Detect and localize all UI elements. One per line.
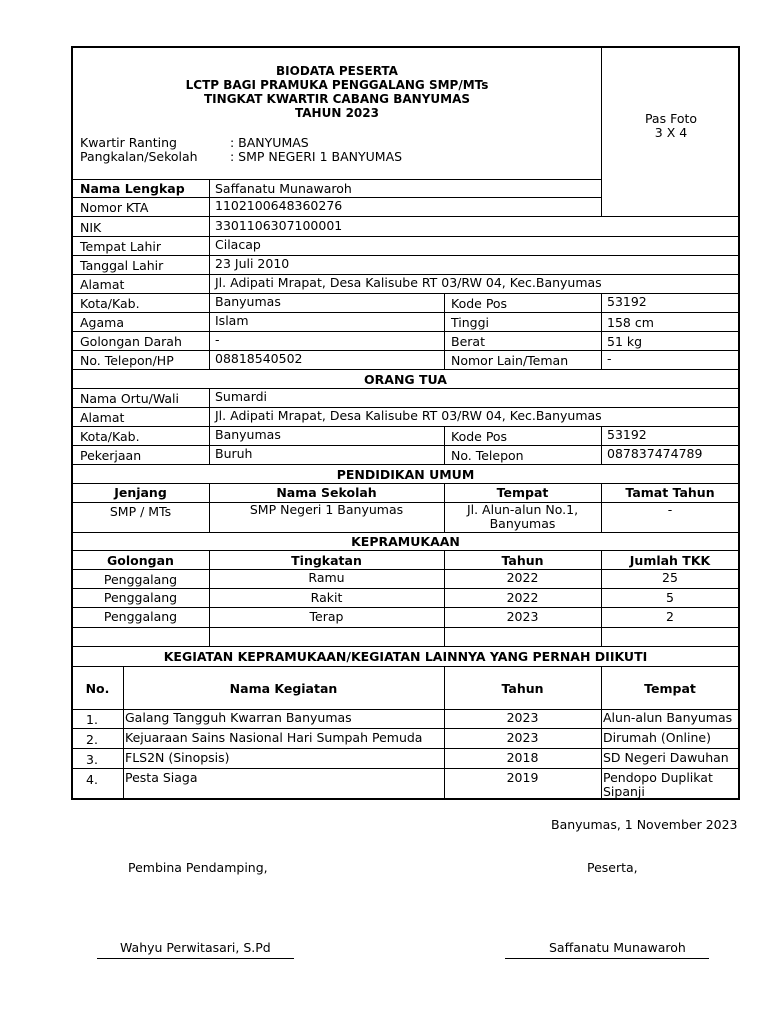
- scout-header-tkk: Jumlah TKK: [629, 553, 711, 568]
- act-header-tempat: Tempat: [644, 681, 696, 696]
- edu-jenjang: SMP / MTs: [109, 504, 172, 519]
- label-nama-lengkap: Nama Lengkap: [80, 181, 185, 196]
- act-header-nama: Nama Kegiatan: [229, 681, 338, 696]
- signature-left-line: [97, 958, 294, 959]
- photo-placeholder-line2: 3 X 4: [654, 125, 688, 140]
- scout-row-golongan: Penggalang: [103, 609, 178, 624]
- value-kode-pos-ortu: 53192: [607, 427, 647, 442]
- label-nomor-lain: Nomor Lain/Teman: [451, 353, 569, 368]
- value-agama: Islam: [215, 313, 249, 328]
- label-agama: Agama: [80, 315, 124, 330]
- scout-header-tingkatan: Tingkatan: [291, 553, 362, 568]
- act-header-tahun: Tahun: [501, 681, 544, 696]
- label-kota: Kota/Kab.: [80, 296, 140, 311]
- label-berat: Berat: [451, 334, 485, 349]
- scout-header-tahun: Tahun: [501, 553, 544, 568]
- section-pendidikan: PENDIDIKAN UMUM: [336, 467, 475, 482]
- section-kepramukaan: KEPRAMUKAAN: [351, 534, 460, 549]
- photo-placeholder-line1: Pas Foto: [644, 111, 698, 126]
- value-telepon: 08818540502: [215, 351, 303, 366]
- value-kota-ortu: Banyumas: [215, 427, 281, 442]
- section-kegiatan: KEGIATAN KEPRAMUKAAN/KEGIATAN LAINNYA YANG PERNAH DIIKUTI: [163, 649, 648, 664]
- photo-box-border: [601, 47, 602, 216]
- act-row-no: 2.: [86, 732, 98, 747]
- scout-row-tahun: 2022: [506, 590, 539, 605]
- doc-title-1: BIODATA PESERTA: [276, 64, 398, 78]
- scout-header-golongan: Golongan: [107, 553, 174, 568]
- scout-row-tahun: 2023: [506, 609, 539, 624]
- doc-title-4: TAHUN 2023: [295, 106, 379, 120]
- act-row-no: 4.: [86, 772, 98, 787]
- scout-row-tkk: 5: [666, 590, 674, 605]
- pangkalan-label: Pangkalan/Sekolah: [80, 149, 198, 164]
- value-nama-lengkap: Saffanatu Munawaroh: [215, 181, 352, 196]
- pangkalan-value: : SMP NEGERI 1 BANYUMAS: [230, 149, 403, 164]
- act-row-tempat: Alun-alun Banyumas: [603, 710, 733, 725]
- act-row-tahun: 2023: [506, 710, 539, 725]
- signature-left-name: Wahyu Perwitasari, S.Pd: [120, 940, 271, 955]
- signature-left-role: Pembina Pendamping,: [128, 860, 268, 875]
- value-kota: Banyumas: [215, 294, 281, 309]
- value-kode-pos: 53192: [607, 294, 647, 309]
- label-kota-ortu: Kota/Kab.: [80, 429, 140, 444]
- edu-header-jenjang: Jenjang: [114, 485, 167, 500]
- value-nik: 3301106307100001: [215, 218, 343, 233]
- scout-row-tingkatan: Rakit: [310, 590, 343, 605]
- act-row-nama: Kejuaraan Sains Nasional Hari Sumpah Pemuda: [125, 730, 423, 745]
- label-nomor-kta: Nomor KTA: [80, 200, 149, 215]
- scout-row-tkk: 2: [666, 609, 674, 624]
- value-nama-ortu: Sumardi: [215, 389, 268, 404]
- value-nomor-lain: -: [607, 351, 612, 366]
- signature-right-line: [505, 958, 709, 959]
- label-nama-ortu: Nama Ortu/Wali: [80, 391, 179, 406]
- signature-right-name: Saffanatu Munawaroh: [549, 940, 686, 955]
- edu-sekolah: SMP Negeri 1 Banyumas: [249, 502, 404, 517]
- act-row-tempat: Pendopo Duplikat: [603, 770, 713, 785]
- value-telepon-ortu: 087837474789: [607, 446, 703, 461]
- value-golongan-darah: -: [215, 332, 220, 347]
- edu-header-tamat: Tamat Tahun: [625, 485, 715, 500]
- section-orang-tua: ORANG TUA: [364, 372, 447, 387]
- doc-title-2: LCTP BAGI PRAMUKA PENGGALANG SMP/MTs: [185, 78, 489, 92]
- scout-row-tkk: 25: [662, 570, 678, 585]
- scout-row-golongan: Penggalang: [103, 590, 178, 605]
- label-pekerjaan: Pekerjaan: [80, 448, 142, 463]
- label-tinggi: Tinggi: [451, 315, 489, 330]
- label-telepon-ortu: No. Telepon: [451, 448, 524, 463]
- label-nik: NIK: [80, 220, 102, 235]
- value-nomor-kta: 1102100648360276: [215, 198, 343, 213]
- act-row-tahun: 2019: [506, 770, 539, 785]
- edu-tempat-line1: Jl. Alun-alun No.1,: [466, 502, 579, 517]
- label-golongan-darah: Golongan Darah: [80, 334, 182, 349]
- scout-row-tingkatan: Terap: [309, 609, 344, 624]
- act-row-tahun: 2023: [506, 730, 539, 745]
- value-alamat-ortu: Jl. Adipati Mrapat, Desa Kalisube RT 03/RW 04, Kec.Banyumas: [215, 408, 602, 423]
- value-tanggal-lahir: 23 Juli 2010: [215, 256, 290, 271]
- kwartir-label: Kwartir Ranting: [80, 135, 177, 150]
- label-tanggal-lahir: Tanggal Lahir: [80, 258, 164, 273]
- edu-header-tempat: Tempat: [496, 485, 549, 500]
- act-row-nama: FLS2N (Sinopsis): [125, 750, 230, 765]
- label-alamat-ortu: Alamat: [80, 410, 125, 425]
- value-berat: 51 kg: [607, 334, 643, 349]
- label-telepon: No. Telepon/HP: [80, 353, 174, 368]
- value-tinggi: 158 cm: [607, 315, 654, 330]
- scout-row-golongan: Penggalang: [103, 572, 178, 587]
- act-row-nama: Galang Tangguh Kwarran Banyumas: [125, 710, 352, 725]
- scout-row-tingkatan: Ramu: [308, 570, 345, 585]
- value-pekerjaan: Buruh: [215, 446, 253, 461]
- act-row-tempat: Dirumah (Online): [603, 730, 711, 745]
- kwartir-value: : BANYUMAS: [230, 135, 309, 150]
- edu-tempat-line2: Banyumas: [489, 516, 556, 531]
- value-alamat: Jl. Adipati Mrapat, Desa Kalisube RT 03/RW 04, Kec.Banyumas: [215, 275, 602, 290]
- scout-row-tahun: 2022: [506, 570, 539, 585]
- act-row-no: 3.: [86, 752, 98, 767]
- act-row-tempat: SD Negeri Dawuhan: [603, 750, 729, 765]
- signature-date: Banyumas, 1 November 2023: [551, 817, 738, 832]
- act-header-no: No.: [85, 681, 110, 696]
- act-row-tempat-line2: Sipanji: [603, 784, 645, 799]
- edu-header-nama-sekolah: Nama Sekolah: [276, 485, 377, 500]
- label-alamat: Alamat: [80, 277, 125, 292]
- label-kode-pos-ortu: Kode Pos: [451, 429, 508, 444]
- label-kode-pos: Kode Pos: [451, 296, 508, 311]
- value-tempat-lahir: Cilacap: [215, 237, 261, 252]
- act-row-nama: Pesta Siaga: [125, 770, 198, 785]
- act-row-tahun: 2018: [506, 750, 539, 765]
- edu-tamat: -: [667, 502, 673, 517]
- act-row-no: 1.: [86, 712, 98, 727]
- doc-title-3: TINGKAT KWARTIR CABANG BANYUMAS: [204, 92, 470, 106]
- signature-right-role: Peserta,: [587, 860, 638, 875]
- label-tempat-lahir: Tempat Lahir: [80, 239, 162, 254]
